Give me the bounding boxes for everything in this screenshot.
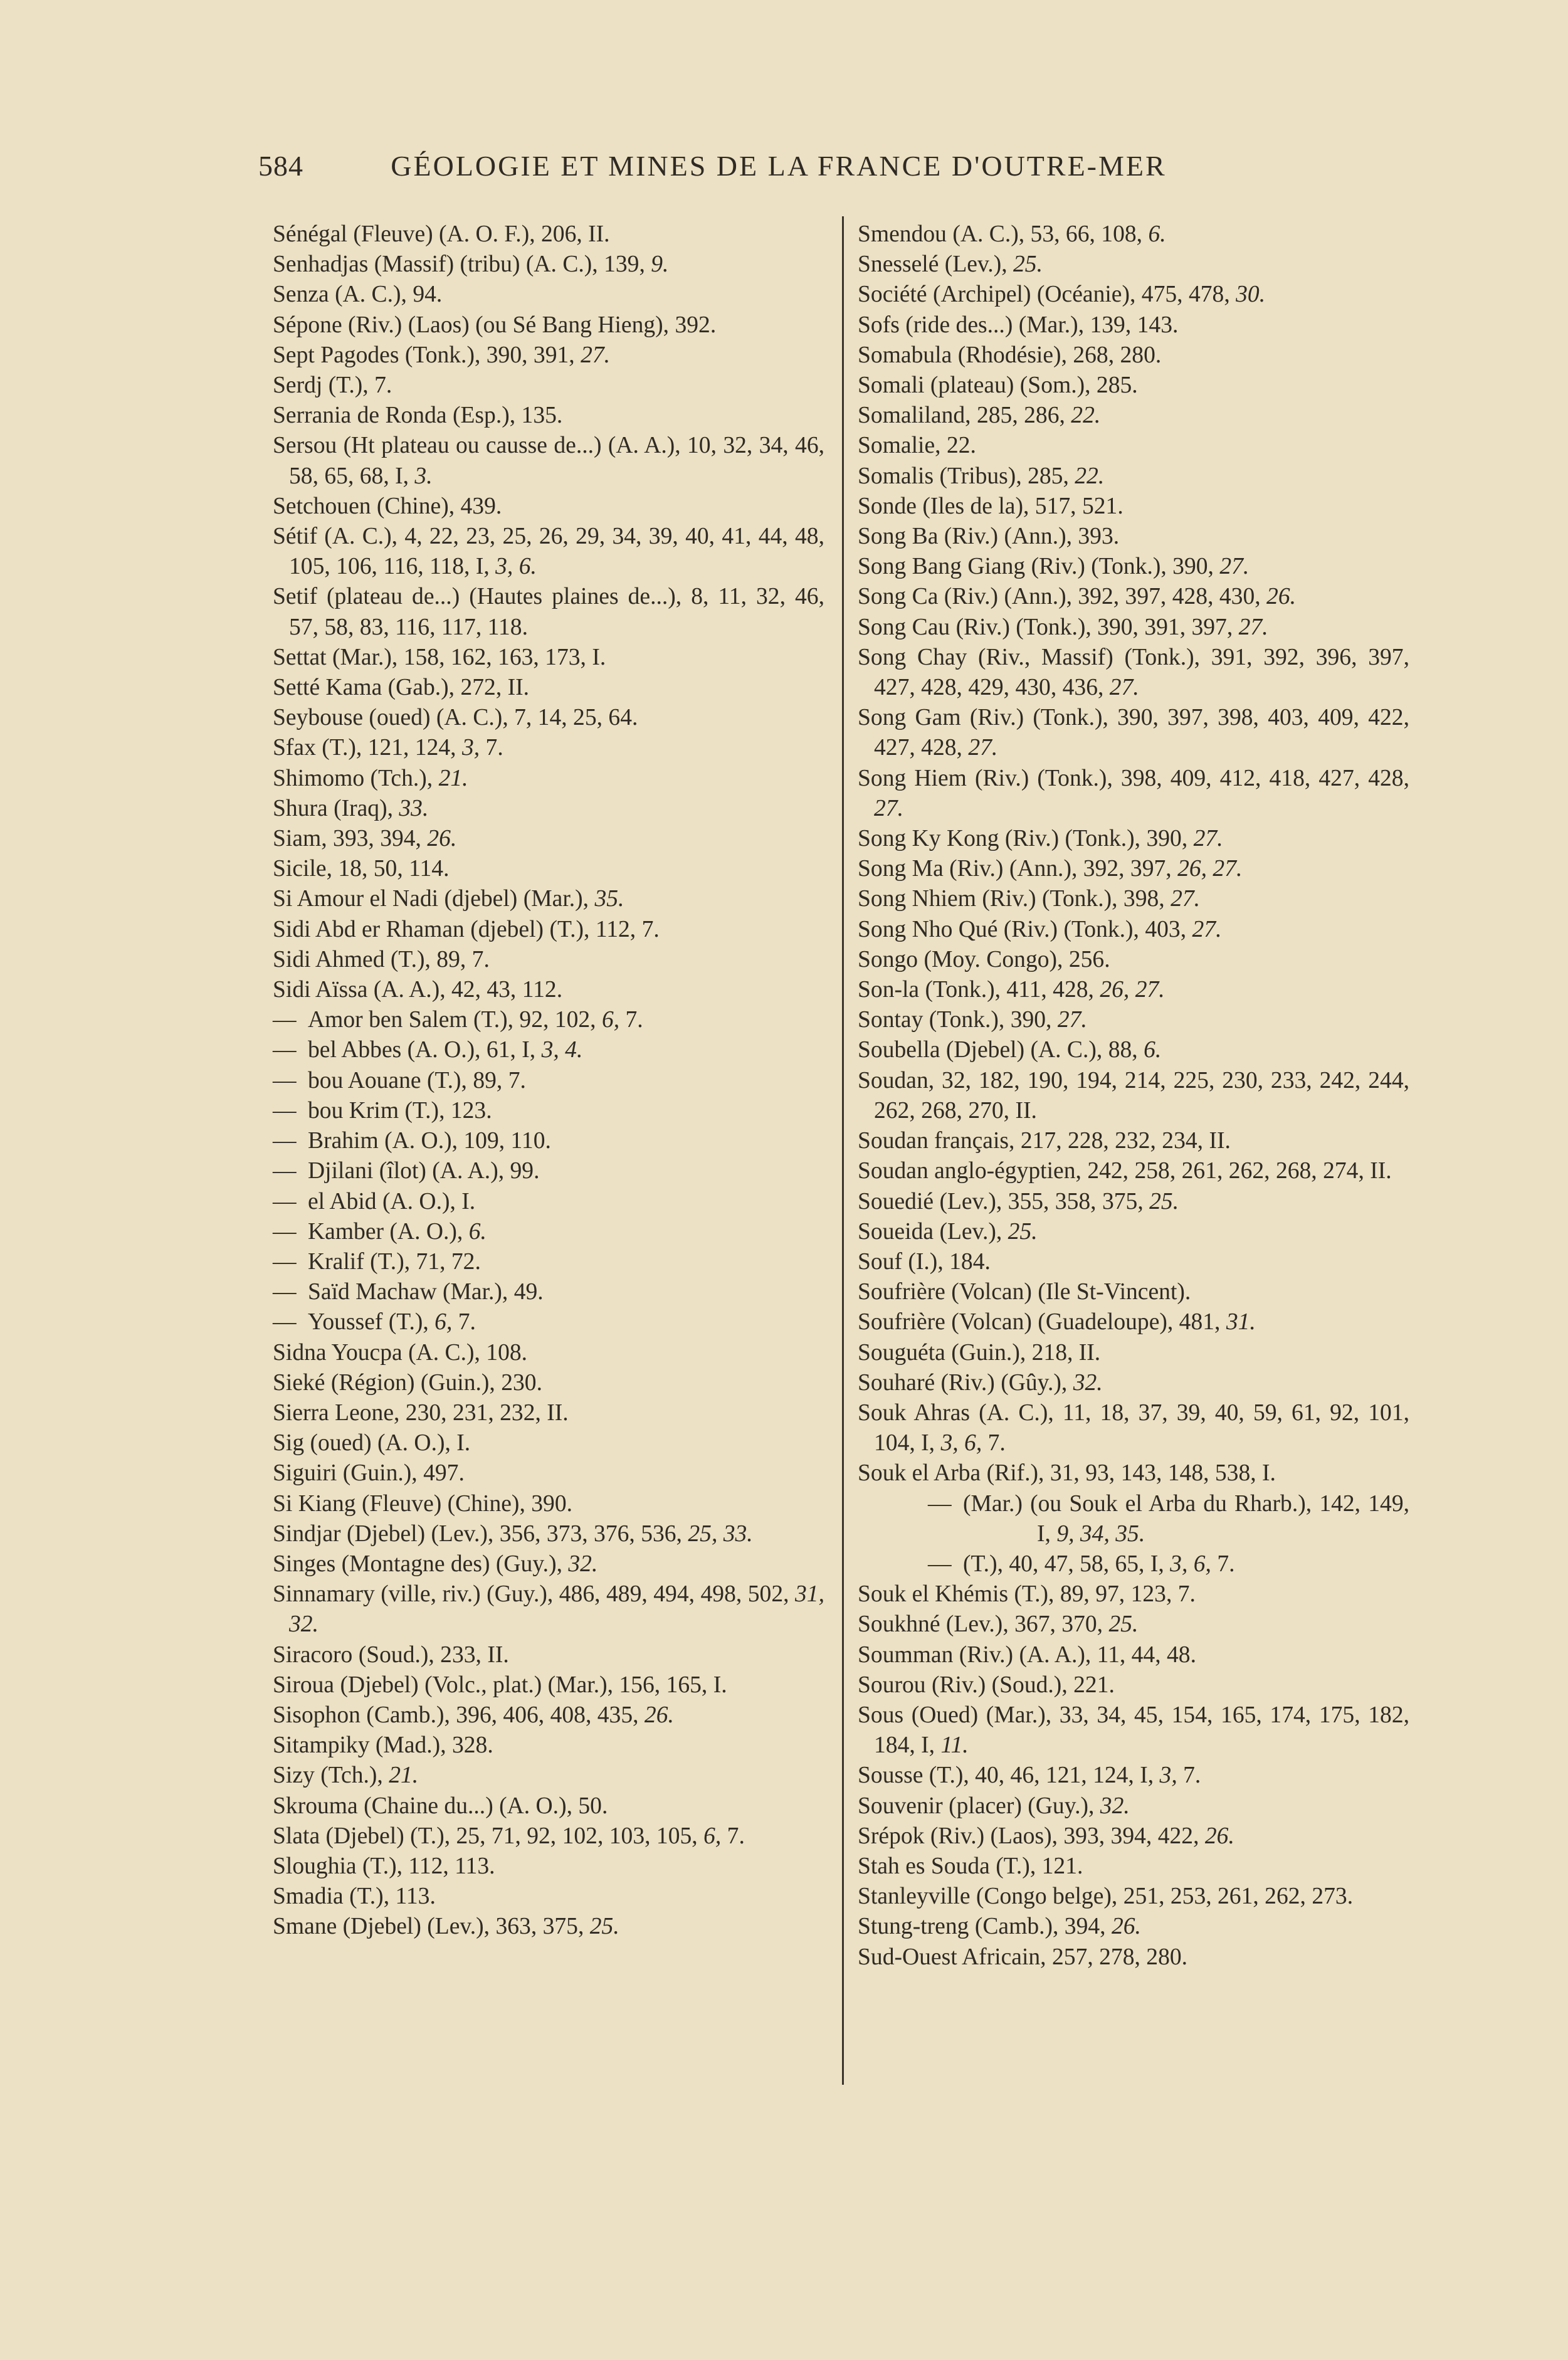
entry-plate-refs: 27. [581,342,611,368]
index-entry [858,945,1409,975]
index-entry [273,219,824,250]
entry-text: Sizy (Tch.), [273,1762,389,1789]
index-entry [273,1761,824,1791]
entry-text: Sidna Youcpa (A. C.), 108. [273,1339,528,1366]
entry-text: Soukhné (Lev.), 367, 370, [858,1611,1109,1638]
entry-plate-refs: 22. [1071,403,1101,429]
entry-text: Son-la (Tonk.), 411, 428, [858,977,1100,1003]
index-entry [858,582,1409,612]
entry-text: Singes (Montagne des) (Guy.), [273,1551,569,1577]
index-entry [858,250,1409,280]
index-entry [858,1187,1409,1217]
entry-plate-refs: 31, 32. [289,1581,824,1638]
entry-text: Somabula (Rhodésie), 268, 280. [858,342,1162,368]
entry-plate-refs: 3, [1159,1762,1177,1789]
index-entry [858,1852,1409,1882]
index-entry [273,371,824,401]
entry-text: Soueida (Lev.), [858,1218,1008,1245]
index-entry [858,1398,1409,1458]
entry-text: Kamber (A. O.), [308,1218,469,1245]
index-entry [273,1187,824,1217]
entry-text: Soudan anglo-égyptien, 242, 258, 261, 262, 268, 274, II. [858,1158,1392,1184]
entry-text: Soumman (Riv.) (A. A.), 11, 44, 48. [858,1641,1196,1668]
index-entry [273,1579,824,1640]
index-entry [858,522,1409,552]
entry-text: Souharé (Riv.) (Gûy.), [858,1369,1073,1396]
index-entry [858,431,1409,461]
index-entry [273,1882,824,1912]
ditto-dash: — [273,1037,297,1063]
entry-text: Seybouse (oued) (A. C.), 7, 14, 25, 64. [273,705,638,731]
index-entry [273,764,824,794]
entry-text: Sindjar (Djebel) (Lev.), 356, 373, 376, 536, [273,1520,688,1547]
entry-text: Sidi Ahmed (T.), 89, 7. [273,946,490,972]
index-entry [858,613,1409,643]
index-entry [858,492,1409,522]
index-entry [273,582,824,642]
index-entry [273,340,824,371]
index-entry [273,1307,824,1337]
entry-text-tail: 7. [982,1430,1006,1457]
index-entry [273,1519,824,1549]
entry-text: Sous (Oued) (Mar.), 33, 34, 45, 154, 165, 174, 175, 182, 184, I, [858,1702,1409,1759]
entry-text: Serrania de Ronda (Esp.), 135. [273,403,563,429]
entry-text: Djilani (îlot) (A. A.), 99. [308,1158,540,1184]
index-entry [858,401,1409,431]
index-entry [273,401,824,431]
entry-text: Siroua (Djebel) (Volc., plat.) (Mar.), 156, 165, I. [273,1672,727,1698]
entry-plate-refs: 35. [594,886,624,912]
entry-text: Skrouma (Chaine du...) (A. O.), 50. [273,1793,608,1819]
entry-text: Sidi Aïssa (A. A.), 42, 43, 112. [273,977,563,1003]
entry-text: Song Ky Kong (Riv.) (Tonk.), 390, [858,826,1194,852]
entry-text: Sidi Abd er Rhaman (djebel) (T.), 112, 7. [273,916,660,942]
entry-text: Slata (Djebel) (T.), 25, 71, 92, 102, 103, 105, [273,1823,704,1849]
entry-plate-refs: 3, 6, [940,1430,982,1457]
entry-text: Song Ma (Riv.) (Ann.), 392, 397, [858,856,1178,882]
entry-text: Sépone (Riv.) (Laos) (ou Sé Bang Hieng), 392. [273,312,717,338]
index-entry [273,794,824,824]
entry-plate-refs: 3, 4. [541,1037,583,1063]
index-entry [273,1217,824,1247]
index-entry [858,1458,1409,1488]
ditto-dash: — [273,1279,297,1305]
index-entry [273,945,824,975]
index-entry [858,1368,1409,1398]
index-entry [273,854,824,884]
entry-text: Song Chay (Riv., Massif) (Tonk.), 391, 392, 396, 397, 427, 428, 429, 430, 436, [858,644,1409,701]
index-entry [858,1609,1409,1640]
index-entry [858,1217,1409,1247]
index-entry [273,250,824,280]
entry-text: Serdj (T.), 7. [273,372,392,399]
entry-text: bel Abbes (A. O.), 61, I, [308,1037,542,1063]
index-entry [273,1096,824,1126]
ditto-dash: — [273,1309,297,1335]
entry-text: Smendou (A. C.), 53, 66, 108, [858,221,1149,247]
entry-text: Song Gam (Riv.) (Tonk.), 390, 397, 398, 403, 409, 422, 427, 428, [858,705,1409,761]
entry-text: Souguéta (Guin.), 218, II. [858,1339,1101,1366]
index-entry [273,1912,824,1942]
index-entry [273,1700,824,1730]
entry-text: Sierra Leone, 230, 231, 232, II. [273,1399,569,1426]
entry-text: Kralif (T.), 71, 72. [308,1248,481,1275]
entry-text: Soufrière (Volcan) (Guadeloupe), 481, [858,1309,1226,1335]
entry-text: Souvenir (placer) (Guy.), [858,1793,1100,1819]
index-entry [273,1277,824,1307]
entry-text: Somaliland, 285, 286, [858,403,1071,429]
ditto-dash: — [273,1218,297,1245]
index-entry [273,1549,824,1579]
column-divider [842,216,844,2085]
ditto-dash: — [273,1097,297,1124]
ditto-dash: — [273,1007,297,1033]
entry-text: Senza (A. C.), 94. [273,282,443,308]
index-entry [858,1035,1409,1065]
entry-text: Soufrière (Volcan) (Ile St-Vincent). [858,1279,1191,1305]
index-entry [858,824,1409,854]
index-entry [858,1277,1409,1307]
entry-text: Settat (Mar.), 158, 162, 163, 173, I. [273,644,606,670]
entry-plate-refs: 6, [434,1309,453,1335]
index-entry [273,1035,824,1065]
index-entry [858,1247,1409,1277]
index-entry [858,1126,1409,1156]
entry-plate-refs: 25. [589,1914,619,1940]
entry-text: Song Ba (Riv.) (Ann.), 393. [858,524,1120,550]
entry-text: Sinnamary (ville, riv.) (Guy.), 486, 489, 494, 498, 502, [273,1581,796,1608]
entry-plate-refs: 26. [1111,1914,1141,1940]
index-entry [858,884,1409,914]
entry-text: Sonde (Iles de la), 517, 521. [858,493,1123,519]
entry-plate-refs: 3, 6. [495,554,537,580]
entry-plate-refs: 27. [1193,826,1223,852]
index-entry [858,1700,1409,1761]
index-entry [858,1882,1409,1912]
index-entry [273,1368,824,1398]
entry-plate-refs: 25. [1013,251,1043,278]
entry-text: (Mar.) (ou Souk el Arba du Rharb.), 142, 149, I, [963,1490,1409,1547]
entry-text: Souk Ahras (A. C.), 11, 18, 37, 39, 40, 59, 61, 92, 101, 104, I, [858,1399,1409,1457]
index-entry [273,1338,824,1368]
entry-text: Snesselé (Lev.), [858,251,1014,278]
entry-text: Smane (Djebel) (Lev.), 363, 375, [273,1914,590,1940]
running-title: GÉOLOGIE ET MINES DE LA FRANCE D'OUTRE-MER [391,150,1167,182]
ditto-dash: — [273,1128,297,1154]
entry-text: Sieké (Région) (Guin.), 230. [273,1369,542,1396]
entry-text: Setté Kama (Gab.), 272, II. [273,675,530,701]
index-entry [273,1730,824,1761]
index-entry [273,673,824,703]
ditto-dash: — [928,1551,952,1577]
entry-text: Srépok (Riv.) (Laos), 393, 394, 422, [858,1823,1205,1849]
index-entry [858,1549,1409,1579]
entry-text: Sousse (T.), 40, 46, 121, 124, I, [858,1762,1160,1789]
index-entry [273,884,824,914]
index-entry [858,1821,1409,1852]
entry-plate-refs: 21. [438,765,468,791]
index-entry [858,1942,1409,1973]
index-entry [858,1338,1409,1368]
index-entry [858,1307,1409,1337]
ditto-dash: — [273,1188,297,1214]
index-entry [858,310,1409,340]
index-entry [273,733,824,763]
index-entry [858,975,1409,1005]
index-entry [273,280,824,310]
index-entry [273,1398,824,1428]
entry-text-tail: 7. [619,1007,643,1033]
entry-text: Sept Pagodes (Tonk.), 390, 391, [273,342,581,368]
index-entry [858,340,1409,371]
index-entry [858,219,1409,250]
index-entry [273,1670,824,1700]
index-column-left [273,219,824,1942]
entry-plate-refs: 27. [1109,675,1139,701]
entry-text: Stah es Souda (T.), 121. [858,1853,1083,1879]
ditto-dash: — [273,1158,297,1184]
index-entry [273,1489,824,1519]
entry-text: Brahim (A. O.), 109, 110. [308,1128,551,1154]
entry-text: Saïd Machaw (Mar.), 49. [308,1279,544,1305]
entry-text: Sfax (T.), 121, 124, [273,735,462,761]
entry-plate-refs: 6, [703,1823,722,1849]
entry-text: Senhadjas (Massif) (tribu) (A. C.), 139, [273,251,651,278]
entry-plate-refs: 6. [468,1218,487,1245]
entry-text: (T.), 40, 47, 58, 65, I, [963,1551,1171,1577]
entry-plate-refs: 33. [399,795,429,821]
index-entry [858,1670,1409,1700]
index-entry [273,1066,824,1096]
entry-text: Stanleyville (Congo belge), 251, 253, 261, 262, 273. [858,1883,1354,1910]
entry-text-tail: 7. [1211,1551,1235,1577]
entry-plate-refs: 30. [1236,282,1266,308]
entry-text: Si Kiang (Fleuve) (Chine), 390. [273,1490,573,1517]
page-number: 584 [258,150,303,182]
entry-plate-refs: 9, 34, 35. [1056,1520,1145,1547]
index-entry [273,824,824,854]
index-entry [858,915,1409,945]
page-header [258,149,1299,187]
entry-plate-refs: 22. [1075,463,1105,489]
entry-text: Sicile, 18, 50, 114. [273,856,450,882]
entry-text: Song Hiem (Riv.) (Tonk.), 398, 409, 412, 418, 427, 428, [858,765,1409,791]
entry-plate-refs: 27. [1057,1007,1087,1033]
entry-text: Soubella (Djebel) (A. C.), 88, [858,1037,1144,1063]
entry-text: Somalis (Tribus), 285, [858,463,1075,489]
index-entry [273,310,824,340]
entry-text: Souk el Arba (Rif.), 31, 93, 143, 148, 538, I. [858,1460,1276,1487]
entry-text: Youssef (T.), [308,1309,435,1335]
entry-text: Song Nho Qué (Riv.) (Tonk.), 403, [858,916,1192,942]
index-entry [858,552,1409,582]
index-entry [273,975,824,1005]
entry-text: Song Ca (Riv.) (Ann.), 392, 397, 428, 430, [858,584,1267,610]
entry-plate-refs: 26, 27. [1100,977,1165,1003]
entry-plate-refs: 21. [389,1762,419,1789]
index-entry [858,1640,1409,1670]
index-entry [858,1156,1409,1186]
index-entry [858,1912,1409,1942]
index-entry [273,522,824,582]
index-entry [858,371,1409,401]
entry-plate-refs: 3, [461,735,480,761]
index-entry [273,703,824,733]
entry-text: Soudan, 32, 182, 190, 194, 214, 225, 230, 233, 242, 244, 262, 268, 270, II. [858,1067,1409,1124]
index-entry [858,461,1409,492]
entry-plate-refs: 9. [651,251,669,278]
index-entry [273,1005,824,1035]
entry-text: Sisophon (Camb.), 396, 406, 408, 435, [273,1702,645,1728]
entry-text-tail: 7. [721,1823,745,1849]
entry-text: Siracoro (Soud.), 233, II. [273,1641,509,1668]
entry-plate-refs: 27. [968,735,998,761]
index-entry [273,1458,824,1488]
entry-text: Sud-Ouest Africain, 257, 278, 280. [858,1944,1188,1970]
ditto-dash: — [273,1248,297,1275]
entry-text: Sersou (Ht plateau ou causse de...) (A. A.), 10, 32, 34, 46, 58, 65, 68, I, [273,433,824,489]
entry-text: Souf (I.), 184. [858,1248,991,1275]
entry-text: Sloughia (T.), 112, 113. [273,1853,495,1879]
index-entry [273,1852,824,1882]
entry-text: Somalie, 22. [858,433,976,459]
entry-text: Stung-treng (Camb.), 394, [858,1914,1112,1940]
entry-plate-refs: 27. [1171,886,1201,912]
index-entry [858,703,1409,763]
entry-text: el Abid (A. O.), I. [308,1188,476,1214]
entry-plate-refs: 26. [1204,1823,1234,1849]
index-entry [273,431,824,491]
entry-plate-refs: 11. [940,1732,969,1759]
entry-text: Société (Archipel) (Océanie), 475, 478, [858,282,1236,308]
index-entry [273,1247,824,1277]
index-entry [273,643,824,673]
entry-plate-refs: 26, 27. [1177,856,1243,882]
index-column-right [858,219,1409,1973]
entry-text: Si Amour el Nadi (djebel) (Mar.), [273,886,595,912]
entry-plate-refs: 3, 6, [1170,1551,1211,1577]
index-entry [273,1791,824,1821]
entry-text: Song Bang Giang (Riv.) (Tonk.), 390, [858,554,1220,580]
index-entry [273,1156,824,1186]
entry-plate-refs: 32. [568,1551,598,1577]
entry-text: Shura (Iraq), [273,795,399,821]
index-entry [273,1126,824,1156]
index-entry [858,764,1409,824]
entry-plate-refs: 31. [1226,1309,1256,1335]
entry-plate-refs: 26. [644,1702,674,1728]
entry-text: bou Aouane (T.), 89, 7. [308,1067,526,1093]
entry-text: Souedié (Lev.), 355, 358, 375, [858,1188,1150,1214]
entry-plate-refs: 6. [1148,221,1166,247]
index-entry [858,854,1409,884]
entry-text: Song Nhiem (Riv.) (Tonk.), 398, [858,886,1171,912]
index-entry [273,1428,824,1458]
entry-text: Sitampiky (Mad.), 328. [273,1732,493,1759]
entry-plate-refs: 25. [1108,1611,1139,1638]
entry-plate-refs: 6, [601,1007,620,1033]
entry-text: Song Cau (Riv.) (Tonk.), 390, 391, 397, [858,614,1239,640]
entry-plate-refs: 32. [1073,1369,1103,1396]
index-entry [858,1489,1409,1549]
index-entry [273,492,824,522]
entry-text-tail: 7. [452,1309,476,1335]
index-entry [273,915,824,945]
entry-plate-refs: 25, 33. [688,1520,753,1547]
entry-text: Sourou (Riv.) (Soud.), 221. [858,1672,1115,1698]
entry-text: Setchouen (Chine), 439. [273,493,502,519]
index-entry [858,643,1409,703]
entry-text: Shimomo (Tch.), [273,765,439,791]
index-entry [858,1005,1409,1035]
entry-text: Setif (plateau de...) (Hautes plaines de...), 8, 11, 32, 46, 57, 58, 83, 116, 117, 118. [273,584,824,640]
entry-plate-refs: 26. [427,826,457,852]
entry-text-tail: 7. [1177,1762,1201,1789]
entry-text: Sofs (ride des...) (Mar.), 139, 143. [858,312,1179,338]
entry-text: Souk el Khémis (T.), 89, 97, 123, 7. [858,1581,1196,1608]
entry-text: Sénégal (Fleuve) (A. O. F.), 206, II. [273,221,610,247]
entry-text: Smadia (T.), 113. [273,1883,436,1910]
index-entry [858,1761,1409,1791]
entry-text: Sig (oued) (A. O.), I. [273,1430,471,1457]
entry-text: Siguiri (Guin.), 497. [273,1460,465,1487]
index-entry [858,1066,1409,1126]
entry-text: Sontay (Tonk.), 390, [858,1007,1058,1033]
entry-text: Amor ben Salem (T.), 92, 102, [308,1007,602,1033]
index-entry [273,1640,824,1670]
entry-text: Sétif (A. C.), 4, 22, 23, 25, 26, 29, 34, 39, 40, 41, 44, 48, 105, 106, 116, 118, I, [273,524,824,580]
ditto-dash: — [928,1490,952,1517]
entry-plate-refs: 25. [1008,1218,1038,1245]
entry-plate-refs: 3. [414,463,433,489]
entry-text: Songo (Moy. Congo), 256. [858,946,1110,972]
entry-text-tail: 7. [480,735,503,761]
entry-plate-refs: 27. [874,795,903,821]
ditto-dash: — [273,1067,297,1093]
index-entry [858,1579,1409,1609]
entry-plate-refs: 27. [1192,916,1222,942]
entry-plate-refs: 25. [1149,1188,1179,1214]
index-entry [858,280,1409,310]
entry-text: bou Krim (T.), 123. [308,1097,492,1124]
index-entry [273,1821,824,1852]
entry-text: Soudan français, 217, 228, 232, 234, II. [858,1128,1231,1154]
entry-plate-refs: 27. [1219,554,1250,580]
index-entry [858,1791,1409,1821]
entry-text: Siam, 393, 394, [273,826,428,852]
entry-text: Somali (plateau) (Som.), 285. [858,372,1138,399]
entry-plate-refs: 6. [1144,1037,1162,1063]
entry-plate-refs: 27. [1238,614,1268,640]
entry-plate-refs: 32. [1100,1793,1130,1819]
entry-plate-refs: 26. [1266,584,1297,610]
